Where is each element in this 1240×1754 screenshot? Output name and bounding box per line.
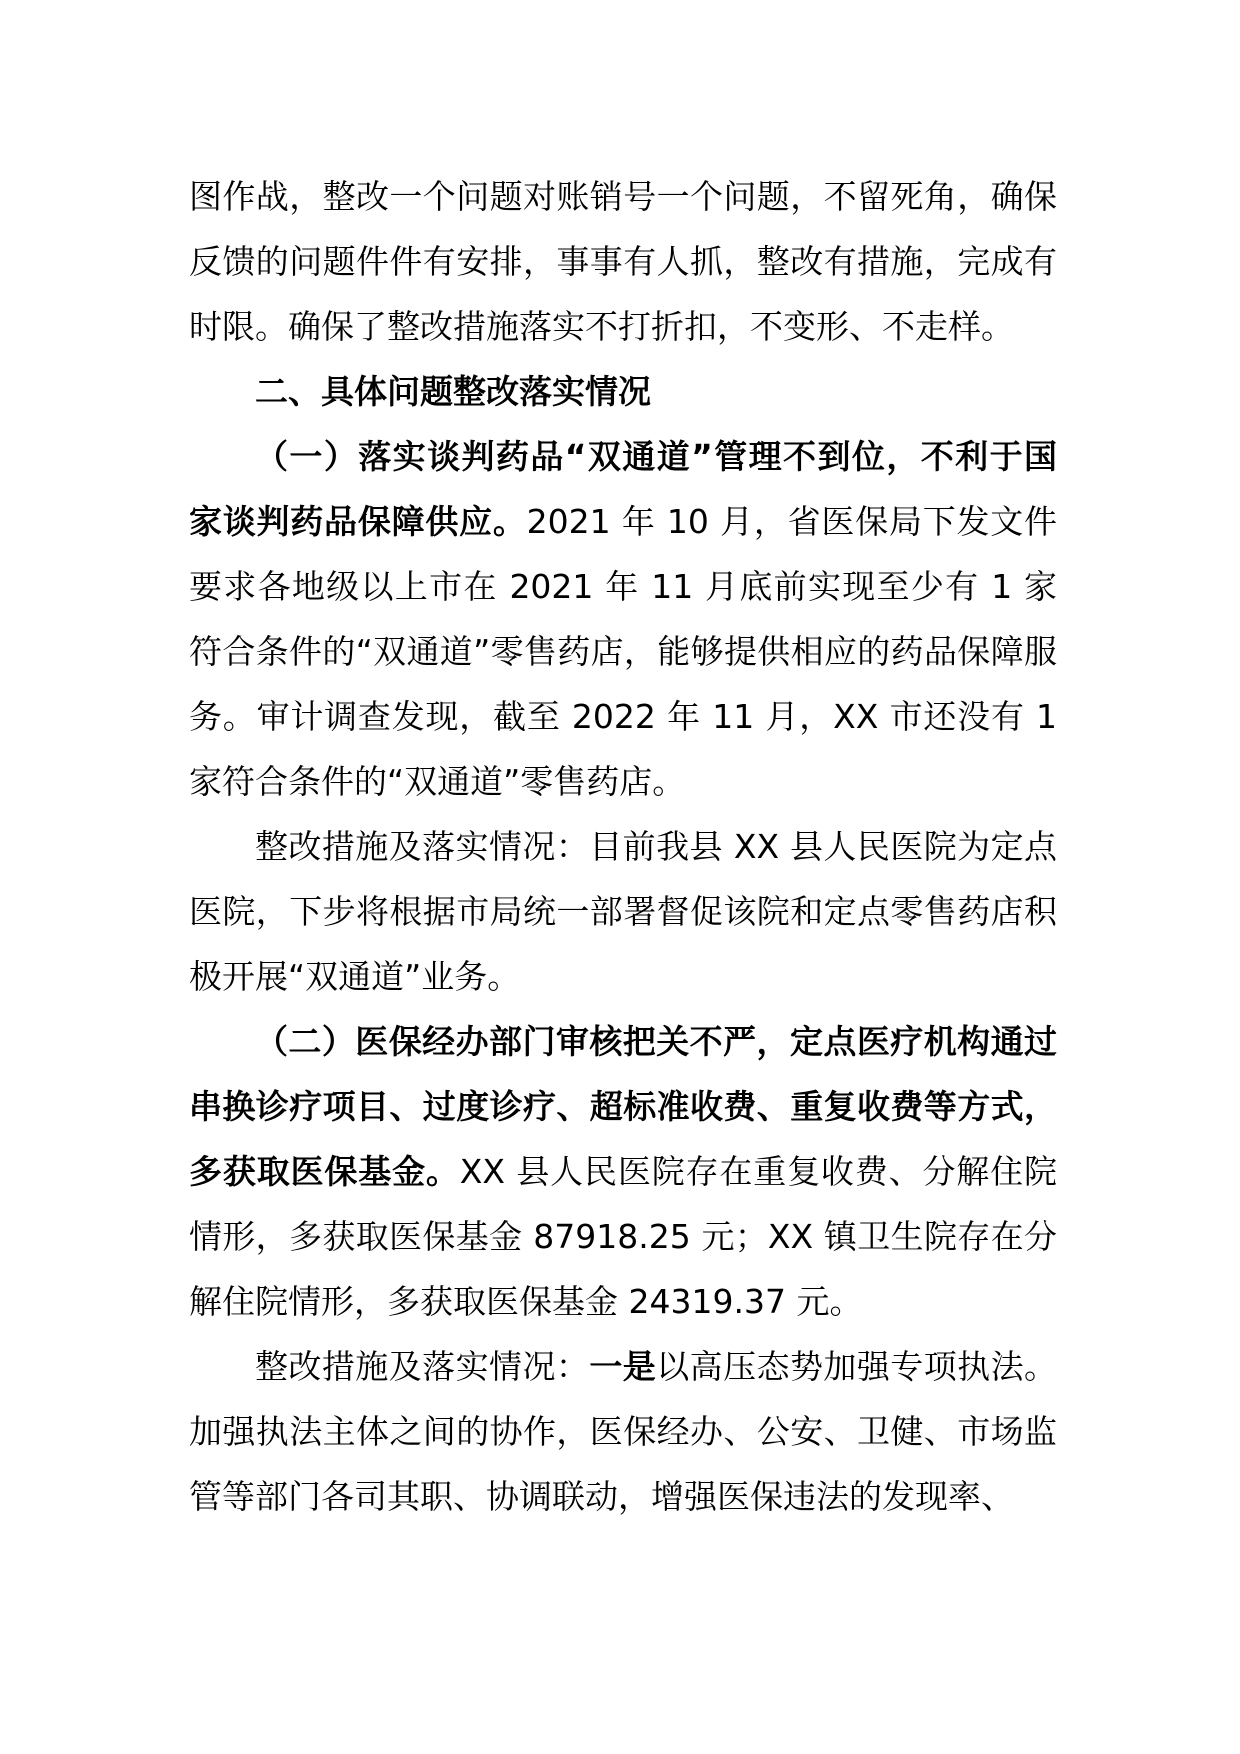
- issue-one-description: 2021 年 10 月，省医保局下发文件要求各地级以上市在 2021 年 11 月底前实现至少有 1 家符合条件的“双通道”零售药店，能够提供相应的药品保障服务。审计调查发现，截至 2022 年 11 月，XX 市还没有 1 家符合条件的“双通道”零售药店。: [189, 502, 1058, 801]
- rectification-label: 整改措施及落实情况：: [255, 1347, 590, 1386]
- issue-two-rectification: [189, 1334, 1057, 1529]
- issue-two-description: XX 县人民医院存在重复收费、分解住院情形，多获取医保基金 87918.25 元；XX 镇卫生院存在分解住院情形，多获取医保基金 24319.37 元。: [189, 1152, 1057, 1321]
- document-body: [189, 164, 1057, 1529]
- section-heading: 二、具体问题整改落实情况: [255, 372, 651, 411]
- measure-one-text: 以高压态势加强专项执法。加强执法主体之间的协作，医保经办、公安、卫健、市场监管等部门各司其职、协调联动，增强医保违法的发现率、: [189, 1347, 1058, 1516]
- issue-one-title: （一）落实谈判药品“双通道”管理不到位，不利于国家谈判药品保障供应。: [189, 437, 1057, 541]
- issue-two-title: （二）医保经办部门审核把关不严，定点医疗机构通过串换诊疗项目、过度诊疗、超标准收费、重复收费等方式，多获取医保基金。: [189, 1022, 1057, 1191]
- measure-one-marker: 一是: [589, 1347, 657, 1386]
- issue-one-paragraph: [189, 424, 1057, 814]
- paragraph-continuation: 图作战，整改一个问题对账销号一个问题，不留死角，确保反馈的问题件件有安排，事事有人抓，整改有措施，完成有时限。确保了整改措施落实不打折扣，不变形、不走样。: [189, 177, 1057, 346]
- issue-two-paragraph: [189, 1009, 1057, 1334]
- issue-one-rectification: 整改措施及落实情况：目前我县 XX 县人民医院为定点医院，下步将根据市局统一部署督促该院和定点零售药店积极开展“双通道”业务。: [189, 827, 1057, 996]
